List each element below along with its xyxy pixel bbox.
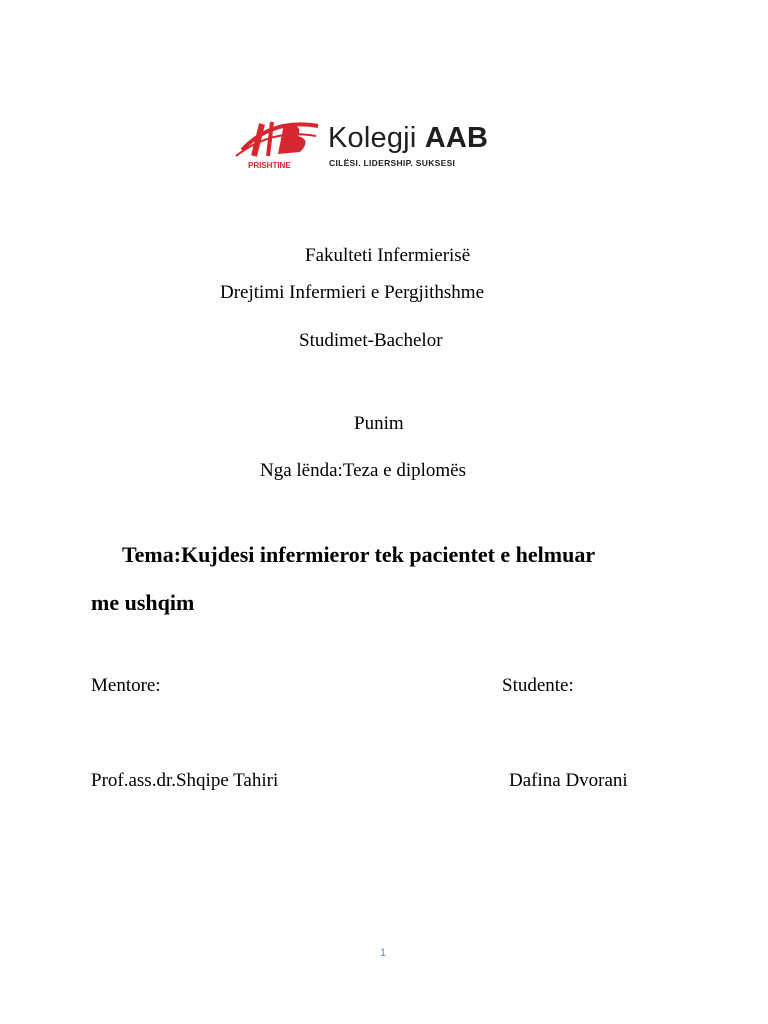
logo-name xyxy=(328,122,488,155)
topic-title-line-2: me ushqim xyxy=(91,590,195,615)
student-label: Studente: xyxy=(502,675,574,696)
topic-title-line-1: Tema:Kujdesi infermieror tek pacientet e helmuar xyxy=(122,542,596,567)
program-name: Drejtimi Infermieri e Pergjithshme xyxy=(220,282,484,303)
college-seal-icon xyxy=(232,116,322,172)
work-type: Punim xyxy=(354,413,404,434)
page-number: 1 xyxy=(380,947,387,959)
logo-tagline: CILËSI. LIDERSHIP. SUKSESI xyxy=(329,158,456,168)
logo-name-regular: Kolegji xyxy=(328,122,417,154)
college-logo xyxy=(232,116,542,172)
logo-seal-text: PRISHTINE xyxy=(248,161,291,170)
mentor-label: Mentore: xyxy=(91,675,161,696)
mentor-name: Prof.ass.dr.Shqipe Tahiri xyxy=(91,770,279,791)
study-level: Studimet-Bachelor xyxy=(299,330,443,351)
faculty-name: Fakulteti Infermierisë xyxy=(305,245,471,266)
subject-line: Nga lënda:Teza e diplomës xyxy=(260,460,467,481)
logo-name-bold: AAB xyxy=(424,122,489,154)
student-name: Dafina Dvorani xyxy=(509,770,628,791)
